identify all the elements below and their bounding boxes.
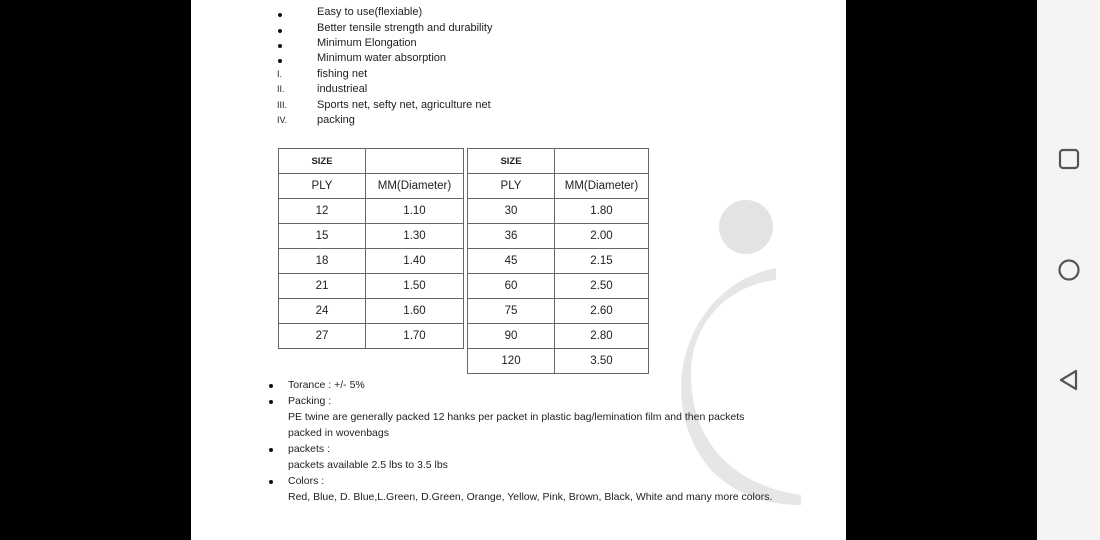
colors-label: Colors :: [288, 475, 325, 487]
packets-label: packets :: [288, 443, 331, 455]
use-item: Sports net, sefty net, agriculture net: [317, 99, 491, 111]
ply-cell: 21: [279, 274, 366, 299]
ply-cell: 36: [468, 224, 555, 249]
table-row: [279, 249, 464, 274]
bullet-dot: [269, 400, 273, 404]
ply-header: PLY: [468, 174, 555, 199]
use-item: fishing net: [317, 68, 368, 80]
document-page: [191, 0, 846, 540]
ply-cell: 75: [468, 299, 555, 324]
back-button[interactable]: [1037, 360, 1100, 400]
table-header-row: [468, 149, 649, 174]
table-row: [468, 224, 649, 249]
bullet-dot: [278, 29, 282, 33]
bullet-dot: [269, 448, 273, 452]
ply-header: PLY: [279, 174, 366, 199]
ply-cell: 15: [279, 224, 366, 249]
table-row: [279, 299, 464, 324]
diameter-cell: 2.00: [555, 224, 649, 249]
watermark-arc: [681, 268, 801, 505]
empty-header-cell: [555, 149, 649, 174]
recent-apps-button[interactable]: [1037, 139, 1100, 179]
diameter-cell: 1.10: [366, 199, 464, 224]
diameter-cell: 2.50: [555, 274, 649, 299]
ply-cell: 27: [279, 324, 366, 349]
back-icon: [1057, 368, 1081, 392]
size-table-left: [278, 148, 464, 349]
watermark-dot: [719, 200, 773, 254]
ply-cell: 90: [468, 324, 555, 349]
size-header: SIZE: [468, 149, 555, 174]
bullet-dot: [278, 44, 282, 48]
table-row: [468, 299, 649, 324]
recent-apps-icon: [1058, 148, 1080, 170]
diameter-cell: 3.50: [555, 349, 649, 374]
feature-item: Minimum Elongation: [317, 37, 417, 49]
table-row: [468, 199, 649, 224]
diameter-header: MM(Diameter): [555, 174, 649, 199]
feature-item: Easy to use(flexiable): [317, 6, 423, 18]
diameter-cell: 1.30: [366, 224, 464, 249]
diameter-cell: 1.40: [366, 249, 464, 274]
navigation-bar: [1037, 0, 1100, 540]
ply-cell: 60: [468, 274, 555, 299]
use-number: II.: [277, 84, 285, 94]
home-icon: [1057, 258, 1081, 282]
empty-header-cell: [366, 149, 464, 174]
table-row: [279, 224, 464, 249]
table-row: [279, 324, 464, 349]
diameter-cell: 1.80: [555, 199, 649, 224]
table-column-row: [279, 174, 464, 199]
bullet-dot: [278, 59, 282, 63]
table-row: [279, 274, 464, 299]
ply-cell: 30: [468, 199, 555, 224]
table-column-row: [468, 174, 649, 199]
diameter-cell: 2.60: [555, 299, 649, 324]
feature-item: Minimum water absorption: [317, 52, 446, 64]
tolerance-text: Torance : +/- 5%: [288, 379, 365, 391]
bullet-dot: [278, 13, 282, 17]
use-item: packing: [317, 114, 355, 126]
packets-text: packets available 2.5 lbs to 3.5 lbs: [288, 459, 448, 471]
feature-item: Better tensile strength and durability: [317, 22, 493, 34]
table-row: [279, 199, 464, 224]
use-number: I.: [277, 69, 283, 79]
size-header: SIZE: [279, 149, 366, 174]
packing-text-2: packed in wovenbags: [288, 427, 389, 439]
bullet-dot: [269, 384, 273, 388]
diameter-cell: 1.50: [366, 274, 464, 299]
diameter-cell: 1.70: [366, 324, 464, 349]
ply-cell: 120: [468, 349, 555, 374]
table-row: [468, 349, 649, 374]
ply-cell: 24: [279, 299, 366, 324]
use-number: IV.: [277, 115, 288, 125]
use-number: III.: [277, 100, 288, 110]
diameter-cell: 2.15: [555, 249, 649, 274]
packing-text-1: PE twine are generally packed 12 hanks per packet in plastic bag/lemination film and then packets: [288, 411, 745, 423]
home-button[interactable]: [1037, 250, 1100, 290]
ply-cell: 45: [468, 249, 555, 274]
packing-label: Packing :: [288, 395, 332, 407]
ply-cell: 12: [279, 199, 366, 224]
use-item: industrieal: [317, 83, 368, 95]
diameter-cell: 1.60: [366, 299, 464, 324]
diameter-cell: 2.80: [555, 324, 649, 349]
table-row: [468, 249, 649, 274]
bullet-dot: [269, 480, 273, 484]
diameter-header: MM(Diameter): [366, 174, 464, 199]
table-row: [468, 324, 649, 349]
table-row: [468, 274, 649, 299]
table-header-row: [279, 149, 464, 174]
size-table-right: [467, 148, 649, 374]
ply-cell: 18: [279, 249, 366, 274]
colors-text: Red, Blue, D. Blue,L.Green, D.Green, Orange, Yellow, Pink, Brown, Black, White and many more colors.: [288, 491, 773, 503]
